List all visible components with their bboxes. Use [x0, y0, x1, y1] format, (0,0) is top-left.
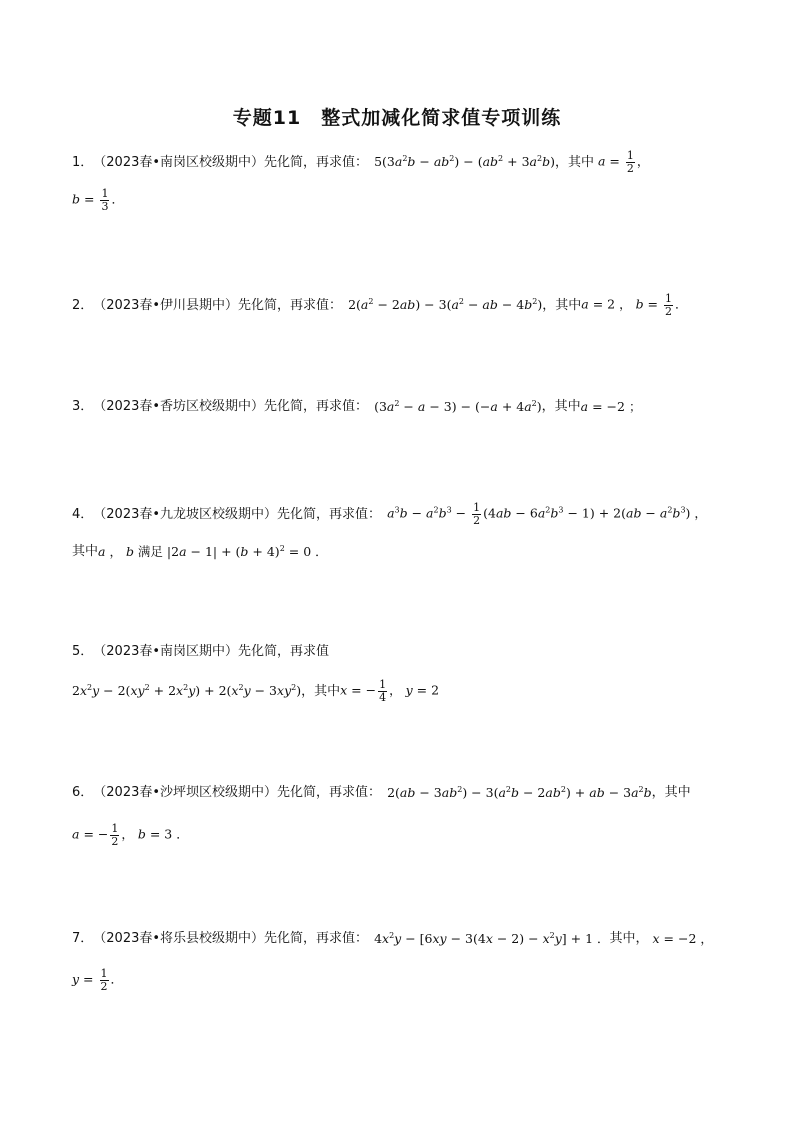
problem-5-number: 5．	[72, 644, 94, 659]
problem-5-source: （2023春•南岗区期中）	[93, 644, 239, 659]
problem-6-condition: a = − $\frac{1}{2}$ ， b = 3 ．	[72, 822, 189, 848]
problem-1-condition-prefix: ，其中	[554, 154, 594, 170]
problem-5-expression: $2x^2y - 2(xy^2 + 2x^2y) + 2(x^2y - 3xy^2)$	[72, 683, 302, 699]
problem-1-condition-a: a = $\frac{1}{2}$ ，	[594, 149, 650, 175]
problem-6-instruction: 先化简，再求值：	[277, 785, 382, 801]
problem-3-line-1	[72, 400, 641, 414]
problem-4-instruction: 先化简，再求值：	[277, 506, 382, 522]
problem-3-number: 3．	[72, 399, 94, 415]
problem-1-expression: $5(3a^2b - ab^2) - (ab^2 + 3a^2b)$	[374, 154, 555, 170]
problem-7-condition-prefix: 其中，	[609, 931, 649, 947]
problem-1-source: （2023春•南岗区校级期中）	[93, 154, 265, 170]
problem-7-source: （2023春•将乐县校级期中）	[93, 931, 265, 947]
problem-4-source: （2023春•九龙坡区校级期中）	[93, 506, 278, 522]
problem-2-condition: a = 2 ， b = $\frac{1}{2}$ ．	[581, 292, 688, 318]
problem-4-expression: $a^3b - a^2b^3$ − $\frac{1}{2}$ $(4ab - 6a^2b^3 - 1) + 2(ab - a^2b^3)$ ，	[387, 501, 707, 527]
problem-4-number: 4．	[72, 506, 94, 522]
problem-2-instruction: 先化简，再求值：	[238, 297, 343, 313]
problem-6-line-1	[72, 786, 691, 800]
problem-1-line-2	[72, 188, 124, 212]
page-title: 专题11 整式加减化简求值专项训练	[232, 107, 562, 129]
problem-7-line-2	[72, 968, 123, 992]
problem-7-number: 7．	[72, 931, 94, 947]
problem-4-line-1	[72, 502, 707, 526]
problem-6-number: 6．	[72, 785, 94, 801]
problem-1-line-1	[72, 150, 649, 174]
problem-7-condition-x: x = −2 ，	[648, 930, 713, 946]
problem-5-instruction: 先化简，再求值	[238, 644, 330, 659]
problem-1-instruction: 先化简，再求值：	[264, 154, 369, 170]
problem-2-line-1	[72, 293, 688, 317]
problem-7-expression: $4x^2y - [6xy - 3(4x - 2) - x^2y] + 1$ ．	[374, 931, 610, 946]
problem-6-source: （2023春•沙坪坝区校级期中）	[93, 785, 278, 801]
problem-6-expression: $2(ab - 3ab^2) - 3(a^2b - 2ab^2)$ + ab − $3a^2b$	[387, 785, 652, 800]
problem-7-instruction: 先化简，再求值：	[264, 931, 369, 947]
problem-1-number: 1．	[72, 154, 94, 170]
problem-3-condition-prefix: ，其中	[541, 399, 581, 415]
problem-7-line-1	[72, 932, 713, 946]
problem-5-condition: x = − $\frac{1}{4}$ ， y = 2	[340, 678, 440, 704]
problem-6-condition-prefix: ，其中	[651, 785, 691, 801]
problem-2-number: 2．	[72, 297, 94, 313]
problem-2-condition-prefix: ，其中	[542, 297, 582, 313]
problem-4-condition-prefix: 其中	[72, 544, 99, 560]
problem-1-condition-b: b = $\frac{1}{3}$ ．	[72, 187, 124, 213]
problem-2-expression: $2(a^2 - 2ab) - 3(a^2$ − ab − $4b^2$)	[348, 297, 543, 313]
problem-5-line-1	[72, 645, 329, 658]
problem-5-condition-prefix: ，其中	[301, 683, 341, 699]
problem-7-condition-y: y = $\frac{1}{2}$ ．	[72, 967, 124, 993]
problem-3-instruction: 先化简，再求值：	[264, 399, 369, 415]
problem-5-line-2	[72, 679, 439, 703]
problem-2-source: （2023春•伊川县期中）	[93, 297, 239, 313]
problem-4-condition: a ， b 满足 $|2a - 1| + (b + 4)^2 = 0$ ．	[98, 544, 328, 559]
problem-3-expression: $(3a^2 - a - 3) - (-a + 4a^2)$	[374, 399, 542, 414]
problem-3-source: （2023春•香坊区校级期中）	[93, 399, 265, 415]
problem-4-line-2	[72, 545, 328, 559]
problem-3-condition: a = −2 ；	[580, 398, 642, 414]
problem-6-line-2	[72, 823, 189, 847]
